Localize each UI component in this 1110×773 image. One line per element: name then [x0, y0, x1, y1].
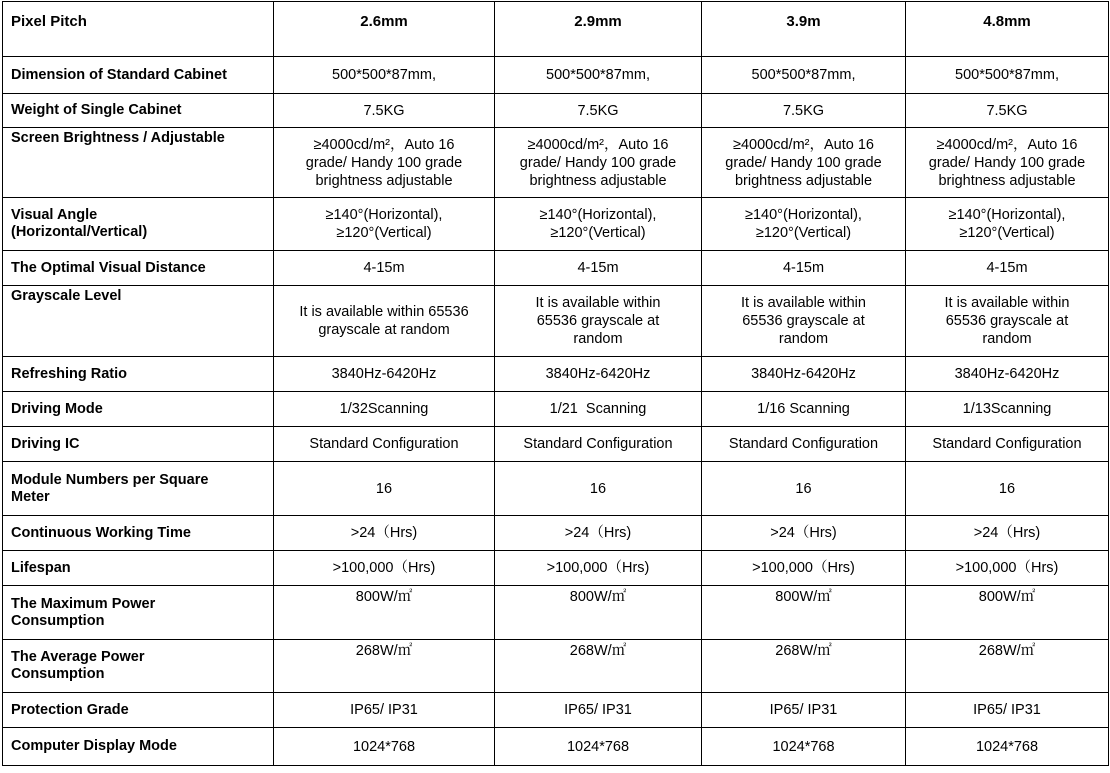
row-label-text: The Maximum Power Consumption: [11, 595, 156, 629]
table-cell: [274, 128, 495, 198]
row-label: [3, 551, 274, 586]
row-label-text: Driving IC: [11, 435, 80, 452]
row-label: [3, 286, 274, 357]
table-cell: [906, 693, 1109, 728]
header-column: 2.9mm: [495, 2, 702, 57]
cell-text: It is available within 65536 grayscale at random: [299, 304, 469, 338]
row-label: [3, 57, 274, 94]
cell-text: ≥4000cd/m²，Auto 16 grade/ Handy 100 grade brightness adjustable: [519, 136, 677, 189]
table-cell: [495, 516, 702, 551]
table-row: [3, 57, 1109, 94]
cell-text: 4-15m: [363, 260, 405, 276]
cell-text: 268W/㎡: [355, 643, 413, 659]
cell-text: 1/16 Scanning: [757, 401, 850, 417]
table-cell: [906, 551, 1109, 586]
table-row: [3, 251, 1109, 286]
cell-text: ≥4000cd/m²，Auto 16 grade/ Handy 100 grade brightness adjustable: [305, 136, 463, 189]
table-cell: [702, 586, 906, 640]
table-row: [3, 640, 1109, 693]
table-cell: [906, 462, 1109, 516]
table-row: [3, 392, 1109, 427]
row-label: [3, 640, 274, 693]
header-column: 3.9m: [702, 2, 906, 57]
row-label-text: Screen Brightness / Adjustable: [11, 130, 225, 146]
table-cell: [495, 357, 702, 392]
table-cell: [906, 251, 1109, 286]
cell-text: 7.5KG: [782, 102, 825, 119]
cell-text: 1/21 Scanning: [549, 401, 647, 417]
table-cell: [495, 94, 702, 128]
cell-text: It is available within 65536 grayscale at random: [944, 295, 1070, 347]
row-label-text: Visual Angle (Horizontal/Vertical): [11, 207, 148, 240]
row-label: [3, 392, 274, 427]
cell-text: 1024*768: [352, 738, 416, 755]
table-cell: [495, 57, 702, 94]
row-label: [3, 94, 274, 128]
cell-text: It is available within 65536 grayscale at random: [741, 295, 866, 347]
cell-text: 268W/㎡: [978, 643, 1036, 659]
cell-text: 1/13Scanning: [962, 401, 1052, 417]
table-cell: [495, 198, 702, 251]
cell-text: 800W/㎡: [569, 589, 627, 605]
table-cell: [906, 392, 1109, 427]
cell-text: 500*500*87mm,: [955, 67, 1059, 83]
row-label-text: Module Numbers per Square Meter: [11, 471, 209, 505]
cell-text: ≥140°(Horizontal), ≥120°(Vertical): [745, 207, 862, 241]
cell-text: 7.5KG: [363, 102, 405, 119]
table-cell: [702, 693, 906, 728]
row-label: [3, 462, 274, 516]
table-row: [3, 462, 1109, 516]
cell-text: 500*500*87mm,: [332, 67, 436, 83]
row-label-text: Dimension of Standard Cabinet: [11, 66, 227, 83]
cell-text: 7.5KG: [986, 102, 1028, 119]
header-label: Pixel Pitch: [3, 2, 274, 57]
table-row: [3, 94, 1109, 128]
table-cell: [495, 693, 702, 728]
table-cell: [702, 551, 906, 586]
cell-text: 268W/㎡: [569, 643, 627, 659]
table-cell: [495, 251, 702, 286]
table-cell: [702, 94, 906, 128]
cell-text: 16: [795, 480, 812, 497]
table-cell: [906, 427, 1109, 462]
table-cell: [702, 640, 906, 693]
cell-text: 4-15m: [782, 260, 825, 276]
cell-text: It is available within 65536 grayscale at random: [535, 295, 661, 347]
cell-text: >24（Hrs): [350, 525, 418, 541]
row-label: [3, 427, 274, 462]
table-cell: [274, 640, 495, 693]
table-cell: [702, 516, 906, 551]
table-cell: [274, 251, 495, 286]
cell-text: 500*500*87mm,: [751, 67, 856, 83]
table-cell: [702, 427, 906, 462]
table-cell: [495, 586, 702, 640]
table-cell: [906, 357, 1109, 392]
cell-text: IP65/ IP31: [769, 702, 838, 718]
table-cell: [274, 462, 495, 516]
row-label-text: The Optimal Visual Distance: [11, 259, 206, 276]
table-cell: [702, 728, 906, 766]
table-row: [3, 516, 1109, 551]
table-cell: [274, 427, 495, 462]
table-cell: [274, 516, 495, 551]
row-label: [3, 128, 274, 198]
cell-text: 268W/㎡: [775, 643, 832, 659]
table-cell: [274, 286, 495, 357]
header-column: 2.6mm: [274, 2, 495, 57]
table-row: [3, 198, 1109, 251]
table-row: [3, 693, 1109, 728]
table-cell: [906, 128, 1109, 198]
table-cell: [274, 94, 495, 128]
cell-text: 800W/㎡: [775, 589, 832, 605]
cell-text: 800W/㎡: [355, 589, 413, 605]
cell-text: Standard Configuration: [523, 436, 673, 452]
table-cell: [495, 728, 702, 766]
cell-text: 1024*768: [975, 738, 1039, 755]
cell-text: 16: [375, 480, 393, 497]
row-label-text: Continuous Working Time: [11, 524, 191, 541]
cell-text: >100,000（Hrs): [955, 560, 1059, 576]
cell-text: >100,000（Hrs): [546, 560, 650, 576]
row-label-text: Grayscale Level: [11, 288, 122, 304]
cell-text: ≥4000cd/m²，Auto 16 grade/ Handy 100 grade brightness adjustable: [928, 136, 1086, 189]
row-label-text: Weight of Single Cabinet: [11, 102, 182, 118]
cell-text: 1024*768: [566, 738, 630, 755]
row-label-text: Refreshing Ratio: [11, 365, 128, 382]
table-cell: [274, 551, 495, 586]
table-cell: [274, 586, 495, 640]
cell-text: 3840Hz-6420Hz: [331, 366, 437, 382]
row-label: [3, 357, 274, 392]
table-cell: [274, 198, 495, 251]
cell-text: 800W/㎡: [978, 589, 1036, 605]
cell-text: 16: [589, 480, 607, 497]
cell-text: IP65/ IP31: [973, 702, 1041, 718]
table-cell: [495, 427, 702, 462]
table-cell: [495, 392, 702, 427]
header-column: 4.8mm: [906, 2, 1109, 57]
cell-text: IP65/ IP31: [350, 702, 418, 718]
table-cell: [906, 516, 1109, 551]
table-cell: [906, 286, 1109, 357]
cell-text: 3840Hz-6420Hz: [751, 366, 856, 382]
cell-text: 3840Hz-6420Hz: [545, 366, 651, 382]
cell-text: >100,000（Hrs): [752, 560, 855, 576]
spec-table: [2, 1, 1109, 766]
table-row: [3, 427, 1109, 462]
cell-text: 500*500*87mm,: [546, 67, 650, 83]
cell-text: 7.5KG: [577, 102, 619, 119]
cell-text: >100,000（Hrs): [332, 560, 436, 576]
row-label: [3, 728, 274, 766]
table-row: [3, 286, 1109, 357]
table-cell: [906, 728, 1109, 766]
cell-text: >24（Hrs): [564, 525, 632, 541]
row-label: [3, 516, 274, 551]
cell-text: 1024*768: [772, 738, 835, 755]
table-row: [3, 728, 1109, 766]
table-cell: [495, 286, 702, 357]
table-cell: [274, 57, 495, 94]
table-cell: [702, 57, 906, 94]
cell-text: 4-15m: [577, 260, 619, 276]
table-cell: [702, 357, 906, 392]
table-row: [3, 551, 1109, 586]
table-row: [3, 128, 1109, 198]
table-cell: [702, 128, 906, 198]
table-cell: [274, 392, 495, 427]
row-label-text: The Average Power Consumption: [11, 649, 145, 682]
table-cell: [702, 392, 906, 427]
cell-text: ≥140°(Horizontal), ≥120°(Vertical): [325, 207, 443, 241]
cell-text: ≥140°(Horizontal), ≥120°(Vertical): [539, 207, 657, 241]
table-cell: [495, 551, 702, 586]
cell-text: 16: [998, 480, 1016, 497]
table-cell: [495, 128, 702, 198]
cell-text: ≥140°(Horizontal), ≥120°(Vertical): [948, 207, 1066, 241]
row-label-text: Protection Grade: [11, 701, 129, 718]
row-label: [3, 251, 274, 286]
cell-text: ≥4000cd/m²，Auto 16 grade/ Handy 100 grade brightness adjustable: [725, 136, 882, 189]
table-cell: [702, 286, 906, 357]
table-cell: [906, 198, 1109, 251]
row-label: [3, 198, 274, 251]
cell-text: >24（Hrs): [770, 525, 837, 541]
row-label-text: Computer Display Mode: [11, 738, 177, 754]
table-cell: [274, 357, 495, 392]
table-cell: [702, 198, 906, 251]
table-cell: [702, 462, 906, 516]
table-cell: [495, 462, 702, 516]
table-row: [3, 586, 1109, 640]
cell-text: 3840Hz-6420Hz: [954, 366, 1060, 382]
header-row: [3, 2, 1109, 57]
table-cell: [495, 640, 702, 693]
table-cell: [274, 693, 495, 728]
table-cell: [906, 586, 1109, 640]
table-row: [3, 357, 1109, 392]
table-cell: [906, 640, 1109, 693]
row-label-text: Lifespan: [11, 559, 71, 576]
row-label: [3, 586, 274, 640]
table-cell: [702, 251, 906, 286]
cell-text: IP65/ IP31: [564, 702, 632, 718]
cell-text: Standard Configuration: [309, 436, 459, 452]
row-label: [3, 693, 274, 728]
table-cell: [274, 728, 495, 766]
cell-text: Standard Configuration: [932, 436, 1082, 452]
cell-text: 1/32Scanning: [339, 401, 429, 417]
table-cell: [906, 57, 1109, 94]
row-label-text: Driving Mode: [11, 400, 103, 417]
cell-text: 4-15m: [986, 260, 1028, 276]
cell-text: Standard Configuration: [728, 436, 879, 452]
table-cell: [906, 94, 1109, 128]
cell-text: >24（Hrs): [973, 525, 1041, 541]
